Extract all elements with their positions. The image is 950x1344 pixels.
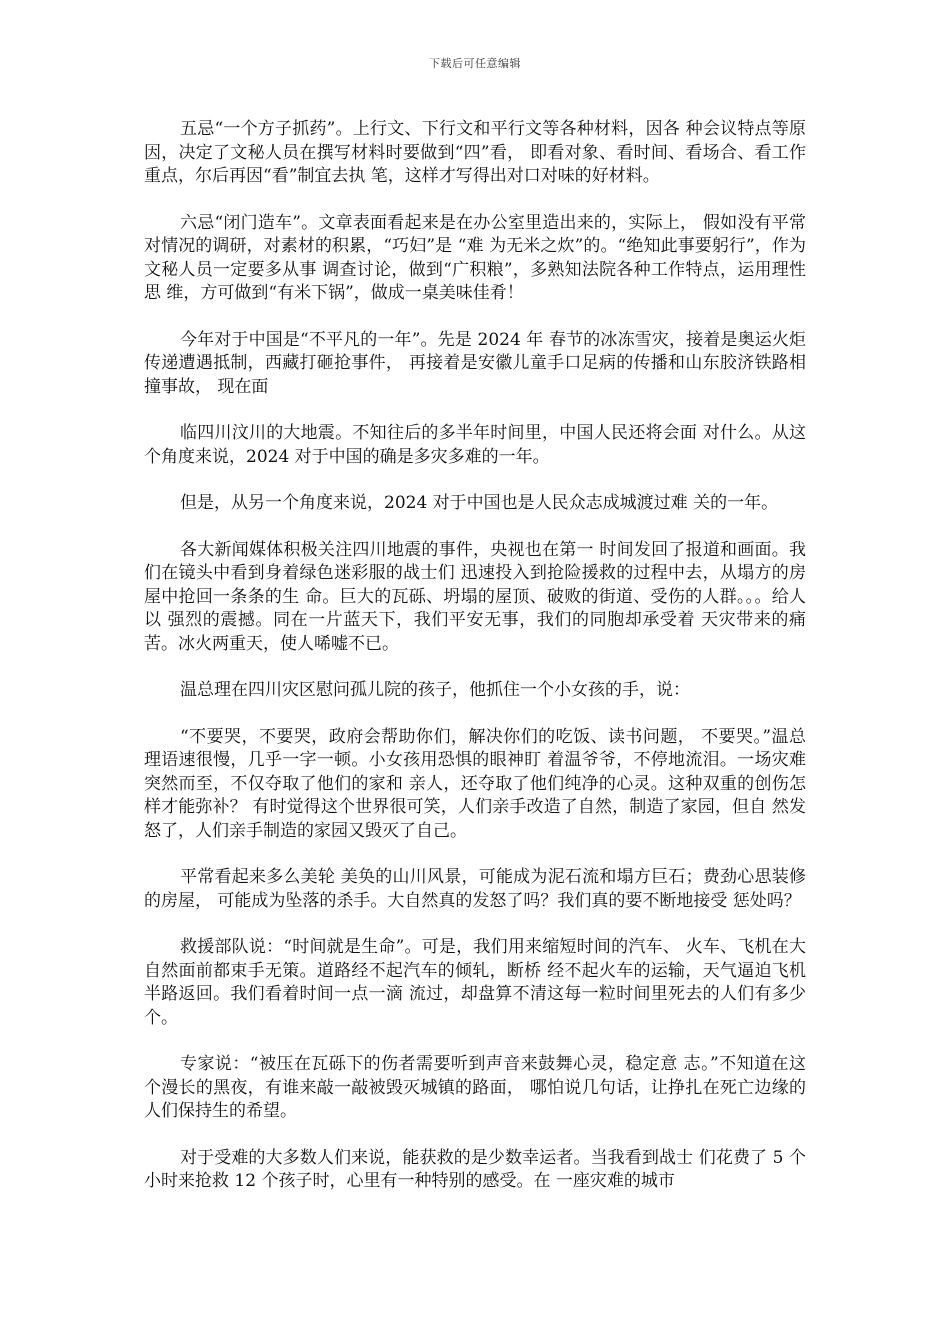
paragraph-4: 临四川汶川的大地震。不知往后的多半年时间里，中国人民还将会面 对什么。从这个角度来说，2024 对于中国的确是多灾多难的一年。 bbox=[144, 423, 806, 467]
paragraph-7: 温总理在四川灾区慰问孤儿院的孩子，他抓住一个小女孩的手，说： bbox=[180, 680, 690, 700]
paragraph-5: 但是，从另一个角度来说，2024 对于中国也是人民众志成城渡过难 关的一年。 bbox=[180, 493, 779, 513]
paragraph-2: 六忌“闭门造车”。文章表面看起来是在办公室里造出来的，实际上， 假如没有平常对情况的调研，对素材的积累，“巧妇”是 “难 为无米之炊”的。“绝知此事要躬行”，作为文秘人员一定要多从事 调查讨论，做到“广积粮”，多熟知法院各种工作特点，运用理性思 维，方可做到“有米下锅”，做成一桌美味佳肴！ bbox=[144, 212, 806, 303]
paragraph-1: 五忌“一个方子抓药”。上行文、下行文和平行文等各种材料，因各 种会议特点等原因，决定了文秘人员在撰写材料时要做到“四”看， 即看对象、看时间、看场合、看工作重点，尔后再因“看”制宜去执 笔，这样才写得出对口对味的好材料。 bbox=[144, 119, 806, 186]
paragraph-8: “不要哭，不要哭，政府会帮助你们，解决你们的吃饭、读书问题， 不要哭。”温总理语速很慢，几乎一字一顿。小女孩用恐惧的眼神盯 着温爷爷，不停地流泪。一场灾难突然而至，不仅夺取了他们的家和 亲人，还夺取了他们纯净的心灵。这种双重的创伤怎样才能弥补？ 有时觉得这个世界很可笑，人们亲手改造了自然，制造了家园，但自 然发怒了，人们亲手制造的家园又毁灭了自己。 bbox=[144, 726, 806, 841]
paragraph-3: 今年对于中国是“不平凡的一年”。先是 2024 年 春节的冰冻雪灾，接着是奥运火炬传递遭遇抵制，西藏打砸抢事件， 再接着是安徽儿童手口足病的传播和山东胶济铁路相撞事故， 现在面 bbox=[144, 329, 806, 397]
paragraph-6: 各大新闻媒体积极关注四川地震的事件，央视也在第一 时间发回了报道和画面。我们在镜头中看到身着绿色迷彩服的战士们 迅速投入到抢险援救的过程中去，从塌方的房屋中抢回一条条的生 命。巨大的瓦砾、坍塌的屋顶、破败的街道、受伤的人群。。。给人以 强烈的震撼。同在一片蓝天下，我们平安无事，我们的同胞却承受着 天灾带来的痛苦。冰火两重天，使人唏嘘不已。 bbox=[144, 539, 806, 654]
page-header: 下载后可任意编辑 bbox=[429, 57, 521, 70]
document-body bbox=[144, 118, 806, 1217]
paragraph-11: 专家说：“被压在瓦砾下的伤者需要听到声音来鼓舞心灵，稳定意 志。”不知道在这个漫长的黑夜，有谁来敲一敲被毁灭城镇的路面， 哪怕说几句话，让挣扎在死亡边缘的人们保持生的希望。 bbox=[144, 1054, 806, 1121]
paragraph-9: 平常看起来多么美轮 美奂的山川风景，可能成为泥石流和塌方巨石；费劲心思装修的房屋， 可能成为坠落的杀手。大自然真的发怒了吗？我们真的要不断地接受 惩处吗？ bbox=[144, 867, 806, 911]
paragraph-10: 救援部队说：“时间就是生命”。可是，我们用来缩短时间的汽车、 火车、飞机在大自然面前都束手无策。道路经不起汽车的倾轧，断桥 经不起火车的运输，天气逼迫飞机半路返回。我们看着时间一点一滴 流过，却盘算不清这每一粒时间里死去的人们有多少个。 bbox=[144, 937, 806, 1028]
paragraph-12: 对于受难的大多数人们来说，能获救的是少数幸运者。当我看到战士 们花费了 5 个小时来抢救 12 个孩子时，心里有一种特别的感受。在 一座灾难的城市 bbox=[144, 1147, 806, 1191]
